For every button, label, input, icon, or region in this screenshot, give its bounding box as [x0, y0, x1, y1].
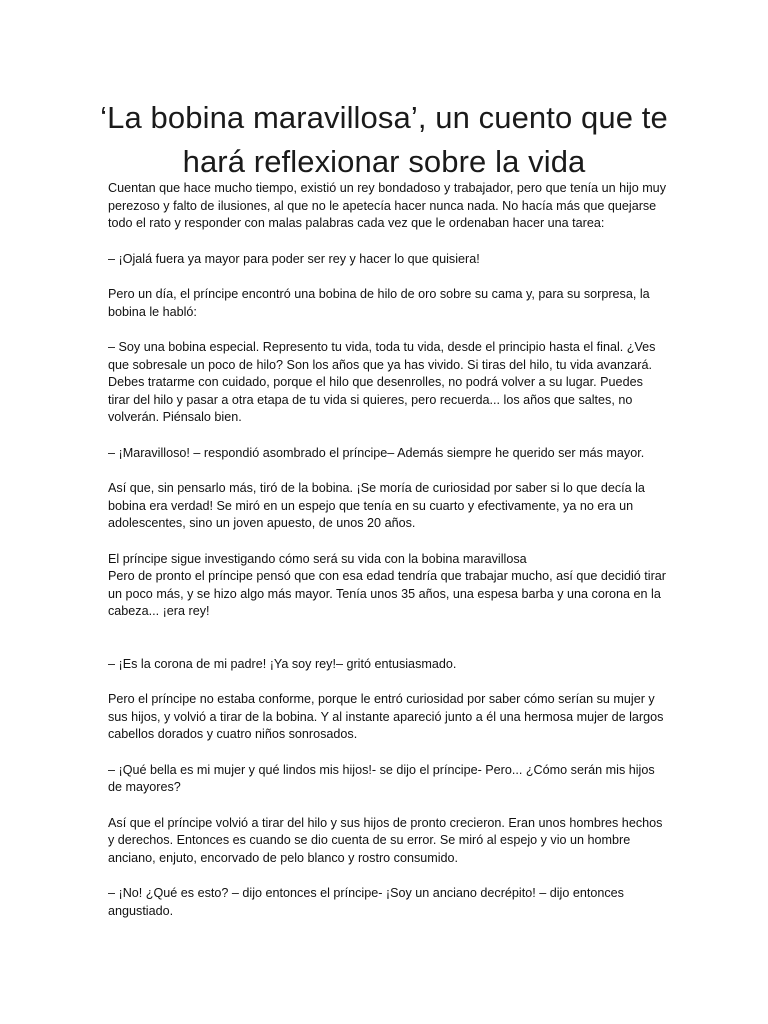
paragraph: – ¡Maravilloso! – respondió asombrado el príncipe– Además siempre he querido ser más mayor. [108, 445, 645, 460]
document-title [60, 96, 708, 184]
paragraph: – ¡Es la corona de mi padre! ¡Ya soy rey!– gritó entusiasmado. [108, 656, 457, 671]
paragraph: – ¡Qué bella es mi mujer y qué lindos mis hijos!- se dijo el príncipe- Pero... ¿Cómo serán mis hijos de mayores? [108, 762, 655, 794]
paragraph: Cuentan que hace mucho tiempo, existió un rey bondadoso y trabajador, pero que tenía un hijo muy perezoso y falto de ilusiones, al que no le apetecía hacer nunca nada. No hacía más que quejarse todo el rato y responder con malas palabras cada vez que le ordenaban hacer una tarea: [108, 181, 666, 230]
paragraph: – Soy una bobina especial. Represento tu vida, toda tu vida, desde el principio hasta el final. ¿Ves que sobresale un poco de hilo? Son los años que ya has vivido. Si tiras del hilo, tu vida avanzará. Debes tratarme con cuidado, porque el hilo que desenrolles, no podrá volver a su lugar. Puedes tirar del hilo y pasar a otra etapa de tu vida si quieres, pero recuerda... los años que saltes, no volverán. Piénsalo bien. [108, 340, 656, 424]
section-subheading: El príncipe sigue investigando cómo será su vida con la bobina maravillosa [108, 551, 527, 566]
paragraph: – ¡No! ¿Qué es esto? – dijo entonces el príncipe- ¡Soy un anciano decrépito! – dijo entonces angustiado. [108, 886, 624, 918]
paragraph: – ¡Ojalá fuera ya mayor para poder ser rey y hacer lo que quisiera! [108, 251, 480, 266]
paragraph: Pero un día, el príncipe encontró una bobina de hilo de oro sobre su cama y, para su sorpresa, la bobina le habló: [108, 287, 650, 319]
paragraph: Así que, sin pensarlo más, tiró de la bobina. ¡Se moría de curiosidad por saber si lo que decía la bobina era verdad! Se miró en un espejo que tenía en su cuarto y efectivamente, ya no era un adolescentes, sino un joven apuesto, de unos 20 años. [108, 481, 645, 530]
paragraph: Pero el príncipe no estaba conforme, porque le entró curiosidad por saber cómo serían su mujer y sus hijos, y volvió a tirar de la bobina. Y al instante apareció junto a él una hermosa mujer de largos cabellos dorados y cuatro niños sonrosados. [108, 692, 664, 741]
title-line-2: hará reflexionar sobre la vida [182, 144, 586, 179]
title-line-1: ‘La bobina maravillosa’, un cuento que te [100, 100, 668, 135]
paragraph: Así que el príncipe volvió a tirar del hilo y sus hijos de pronto crecieron. Eran unos hombres hechos y derechos. Entonces es cuando se dio cuenta de su error. Se miró al espejo y vio un hombre anciano, enjuto, encorvado de pelo blanco y rostro consumido. [108, 815, 663, 865]
paragraph: Pero de pronto el príncipe pensó que con esa edad tendría que trabajar mucho, así que decidió tirar un poco más, y se hizo algo más mayor. Tenía unos 35 años, una espesa barba y una corona en la cabeza... ¡era rey! [108, 569, 666, 618]
document-body [108, 180, 668, 938]
